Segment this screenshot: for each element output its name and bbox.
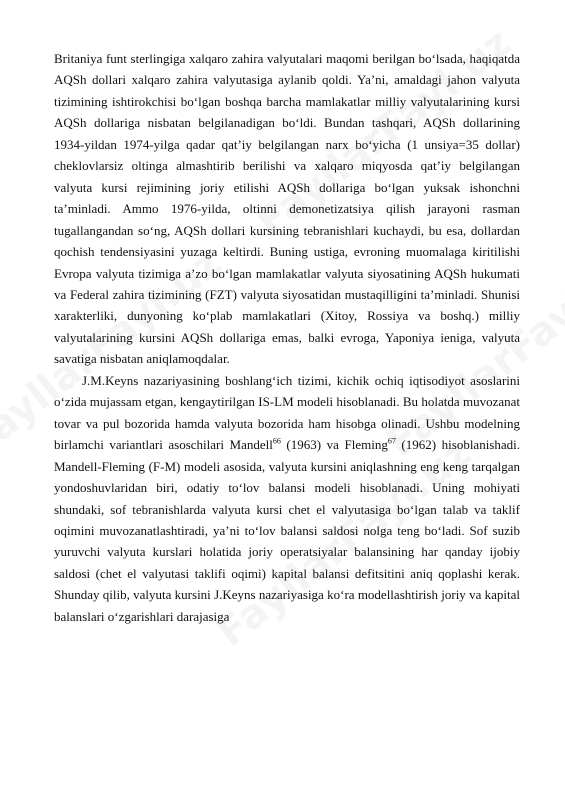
body-text [54,48,520,627]
footnote-ref[interactable]: 66 [272,436,281,446]
paragraph [54,370,520,627]
paragraph-text: (1962) hisoblanishadi. Mandell-Fleming (F-M) modeli asosida, valyuta kursini aniqlashning eng keng tarqalgan yondoshuvlaridan biri, odatiy to‘lov balansi modeli hisoblanadi. Uning mohiyati shundaki, sof tebranishlarda valyuta kursi chet el valyutasiga bo‘lgan talab va taklif oqimini muvozanatlashtiradi, ya’ni to‘lov balansi saldosi nolga teng bo‘ladi. Sof suzib yuruvchi valyuta kurslari holatida joriy operatsiyalar balansining har qanday ijobiy saldosi (chet el valyutasi taklifi oqimi) kapital balansi defitsitini aniq qoplashi kerak. Shunday qilib, valyuta kursini J.Keyns nazariyasiga ko‘ra modellashtirish joriy va kapital balanslari o‘zgarishlari darajasiga [54,437,520,624]
paragraph-text: (1963) va Fleming [280,437,388,453]
footnote-ref[interactable]: 67 [387,436,396,446]
paragraph-text: J.M.Keyns nazariyasining boshlang‘ich tizimi, kichik ochiq iqtisodiyot asoslarini o‘zida mujassam etgan, kengaytirilgan IS-LM modeli hisoblanadi. Bu holatda muvozanat tovar va pul bozorida hamda valyuta bozorida ham hisobga olinadi. Ushbu modelning birlamchi variantlari asoschilari Mandell [54,372,520,453]
paragraph: Britaniya funt sterlingiga xalqaro zahira valyutalari maqomi berilgan bo‘lsada, haqiqatda AQSh dollari xalqaro zahira valyutasiga aylanib qoldi. Ya’ni, amaldagi jahon valyuta tizimining ishtirokchisi bo‘lgan boshqa barcha mamlakatlar milliy valyutalarining kursi AQSh dollariga nisbatan belgilanadigan bo‘ldi. Bundan tashqari, AQSh dollarining 1934-yildan 1974-yilga qadar qat’iy belgilangan narx bo‘yicha (1 unsiya=35 dollar) cheklovlarsiz oltinga almashtirib berilishi va xalqaro miqyosda qat’iy belgilangan valyuta kursi rejimining joriy etilishi AQSh dollariga bo‘lgan yuksak ishonchni ta’minladi. Ammo 1976-yilda, oltinni demonetizatsiya qilish jarayoni rasman tugallangandan so‘ng, AQSh dollari kursining tebranishlari kuchaydi, bu esa, dollardan qochish tendensiyasini yuzaga keltirdi. Buning ustiga, evroning muomalaga kiritilishi Evropa valyuta tizimiga a’zo bo‘lgan mamlakatlar valyuta siyosatining AQSh hukumati va Federal zahira tizimining (FZT) valyuta siyosatidan mustaqilligini ta’minladi. Shunisi xarakterliki, dunyoning ko‘plab mamlakatlari (Xitoy, Rossiya va boshq.) milliy valyutalarining kursini AQSh dollariga emas, balki evroga, Yaponiya ieniga, valyuta savatiga nisbatan aniqlamoqdalar. [54,51,520,367]
